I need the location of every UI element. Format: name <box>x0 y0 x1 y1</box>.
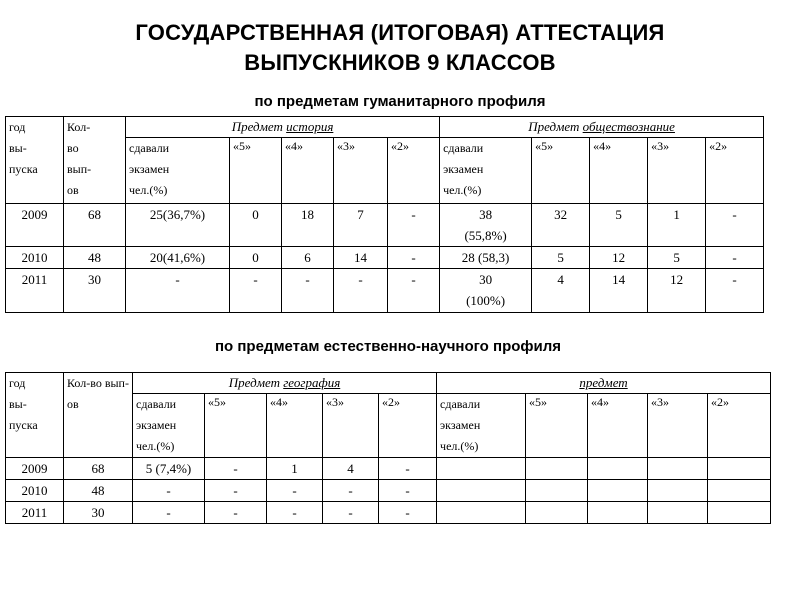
grade-cell: - <box>388 204 440 247</box>
took-cell <box>440 269 532 313</box>
count-header-line: Кол- <box>67 120 91 134</box>
empty-cell <box>526 480 588 502</box>
humanities-results-table <box>5 116 764 313</box>
count-cell: 68 <box>64 204 126 247</box>
took-line: экзамен <box>440 418 481 432</box>
subtitle-humanities: по предметам гуманитарного профиля <box>254 93 546 110</box>
took-line: чел.(%) <box>136 439 175 453</box>
grade-cell: 5 <box>648 247 706 269</box>
year-header <box>6 373 64 458</box>
table-row <box>6 269 764 313</box>
took-cell: - <box>126 269 230 313</box>
grade-cell: 0 <box>230 204 282 247</box>
page-title <box>0 18 800 78</box>
empty-cell <box>526 502 588 524</box>
grade-cell: - <box>205 502 267 524</box>
took-line: экзамен <box>443 162 484 176</box>
grade-3-header: «3» <box>323 394 379 458</box>
grade-2-header: «2» <box>388 138 440 204</box>
grade-5-header: «5» <box>230 138 282 204</box>
count-cell: 30 <box>64 502 133 524</box>
grade-5-header: «5» <box>205 394 267 458</box>
grade-cell: - <box>388 247 440 269</box>
year-header-line: вы- <box>9 141 27 155</box>
grade-cell: 0 <box>230 247 282 269</box>
subject-unnamed-header <box>437 373 771 394</box>
year-header-line: пуска <box>9 418 38 432</box>
grade-cell: - <box>267 480 323 502</box>
took-exam-header <box>440 138 532 204</box>
count-cell: 30 <box>64 269 126 313</box>
count-cell: 68 <box>64 458 133 480</box>
took-cell: 25(36,7%) <box>126 204 230 247</box>
empty-cell <box>648 480 708 502</box>
subject-name: история <box>286 119 334 134</box>
took-exam-header <box>126 138 230 204</box>
grade-cell: - <box>379 458 437 480</box>
subject-history-header <box>126 117 440 138</box>
empty-cell <box>648 502 708 524</box>
grade-cell: 1 <box>648 204 706 247</box>
took-line: (55,8%) <box>464 228 507 243</box>
grade-cell: 12 <box>648 269 706 313</box>
grade-4-header: «4» <box>588 394 648 458</box>
took-line: сдавали <box>129 141 170 155</box>
empty-cell <box>437 458 526 480</box>
took-line: чел.(%) <box>129 183 168 197</box>
table-row <box>6 247 764 269</box>
grade-2-header: «2» <box>708 394 771 458</box>
grade-cell: - <box>706 204 764 247</box>
grade-cell: - <box>334 269 388 313</box>
empty-cell <box>588 458 648 480</box>
grade-2-header: «2» <box>379 394 437 458</box>
grade-cell: 7 <box>334 204 388 247</box>
subtitle-science: по предметам естественно-научного профиля <box>214 338 562 355</box>
year-header-line: год <box>9 120 26 134</box>
grade-cell: - <box>706 247 764 269</box>
count-header <box>64 373 133 458</box>
took-cell: 28 (58,3) <box>440 247 532 269</box>
empty-cell <box>588 502 648 524</box>
year-cell: 2010 <box>6 480 64 502</box>
took-line: 30 <box>479 272 493 287</box>
grade-cell: 12 <box>590 247 648 269</box>
title-line-2: ВЫПУСКНИКОВ 9 КЛАССОВ <box>244 50 556 75</box>
grade-cell: - <box>267 502 323 524</box>
empty-cell <box>526 458 588 480</box>
count-header-line: Кол-во вып-ов <box>67 376 129 411</box>
year-header-line: пуска <box>9 162 38 176</box>
took-cell <box>440 204 532 247</box>
year-header-line: год <box>9 376 26 390</box>
title-line-1: ГОСУДАРСТВЕННАЯ (ИТОГОВАЯ) АТТЕСТАЦИЯ <box>135 20 665 45</box>
grade-cell: - <box>379 502 437 524</box>
took-line: экзамен <box>129 162 170 176</box>
took-cell: 20(41,6%) <box>126 247 230 269</box>
grade-5-header: «5» <box>526 394 588 458</box>
year-cell: 2011 <box>6 502 64 524</box>
grade-cell: 14 <box>334 247 388 269</box>
subject-name: обществознание <box>582 119 675 134</box>
took-cell: - <box>133 502 205 524</box>
took-line: сдавали <box>443 141 484 155</box>
empty-cell <box>708 480 771 502</box>
grade-2-header: «2» <box>706 138 764 204</box>
year-cell: 2009 <box>6 458 64 480</box>
grade-cell: 32 <box>532 204 590 247</box>
grade-cell: - <box>323 502 379 524</box>
year-header-line: вы- <box>9 397 27 411</box>
grade-cell: - <box>230 269 282 313</box>
took-cell: - <box>133 480 205 502</box>
took-line: сдавали <box>440 397 481 411</box>
subject-prefix: Предмет <box>231 119 287 134</box>
grade-cell: 5 <box>532 247 590 269</box>
grade-4-header: «4» <box>590 138 648 204</box>
grade-5-header: «5» <box>532 138 590 204</box>
year-header <box>6 117 64 204</box>
grade-cell: - <box>379 480 437 502</box>
grade-3-header: «3» <box>648 394 708 458</box>
table-row <box>6 502 771 524</box>
table-row <box>6 204 764 247</box>
header-row <box>6 373 771 394</box>
count-header-line: вып- <box>67 162 92 176</box>
empty-cell <box>708 502 771 524</box>
grade-cell: - <box>323 480 379 502</box>
science-results-table <box>5 372 771 524</box>
grade-cell: - <box>706 269 764 313</box>
count-cell: 48 <box>64 480 133 502</box>
count-header-line: ов <box>67 183 79 197</box>
took-cell: 5 (7,4%) <box>133 458 205 480</box>
grade-cell: - <box>388 269 440 313</box>
empty-cell <box>588 480 648 502</box>
took-line: чел.(%) <box>443 183 482 197</box>
grade-cell: 4 <box>323 458 379 480</box>
grade-4-header: «4» <box>282 138 334 204</box>
count-header <box>64 117 126 204</box>
subject-name: география <box>283 375 341 390</box>
grade-cell: 6 <box>282 247 334 269</box>
grade-cell: - <box>282 269 334 313</box>
took-exam-header <box>437 394 526 458</box>
grade-cell: 1 <box>267 458 323 480</box>
subject-geography-header <box>133 373 437 394</box>
took-line: 38 <box>479 207 493 222</box>
grade-cell: 14 <box>590 269 648 313</box>
took-line: (100%) <box>466 293 506 308</box>
count-header-line: во <box>67 141 79 155</box>
grade-cell: - <box>205 458 267 480</box>
empty-cell <box>437 480 526 502</box>
took-line: чел.(%) <box>440 439 479 453</box>
empty-cell <box>648 458 708 480</box>
grade-cell: 18 <box>282 204 334 247</box>
grade-3-header: «3» <box>648 138 706 204</box>
took-line: экзамен <box>136 418 177 432</box>
empty-cell <box>708 458 771 480</box>
grade-3-header: «3» <box>334 138 388 204</box>
subject-social-header <box>440 117 764 138</box>
took-line: сдавали <box>136 397 177 411</box>
grade-cell: 4 <box>532 269 590 313</box>
took-exam-header <box>133 394 205 458</box>
header-row <box>6 117 764 138</box>
year-cell: 2009 <box>6 204 64 247</box>
table-row <box>6 458 771 480</box>
table-row <box>6 480 771 502</box>
count-cell: 48 <box>64 247 126 269</box>
subject-prefix: Предмет <box>228 375 284 390</box>
grade-cell: - <box>205 480 267 502</box>
year-cell: 2011 <box>6 269 64 313</box>
subject-name: предмет <box>579 375 628 390</box>
subject-prefix: Предмет <box>528 119 583 134</box>
empty-cell <box>437 502 526 524</box>
year-cell: 2010 <box>6 247 64 269</box>
grade-cell: 5 <box>590 204 648 247</box>
grade-4-header: «4» <box>267 394 323 458</box>
